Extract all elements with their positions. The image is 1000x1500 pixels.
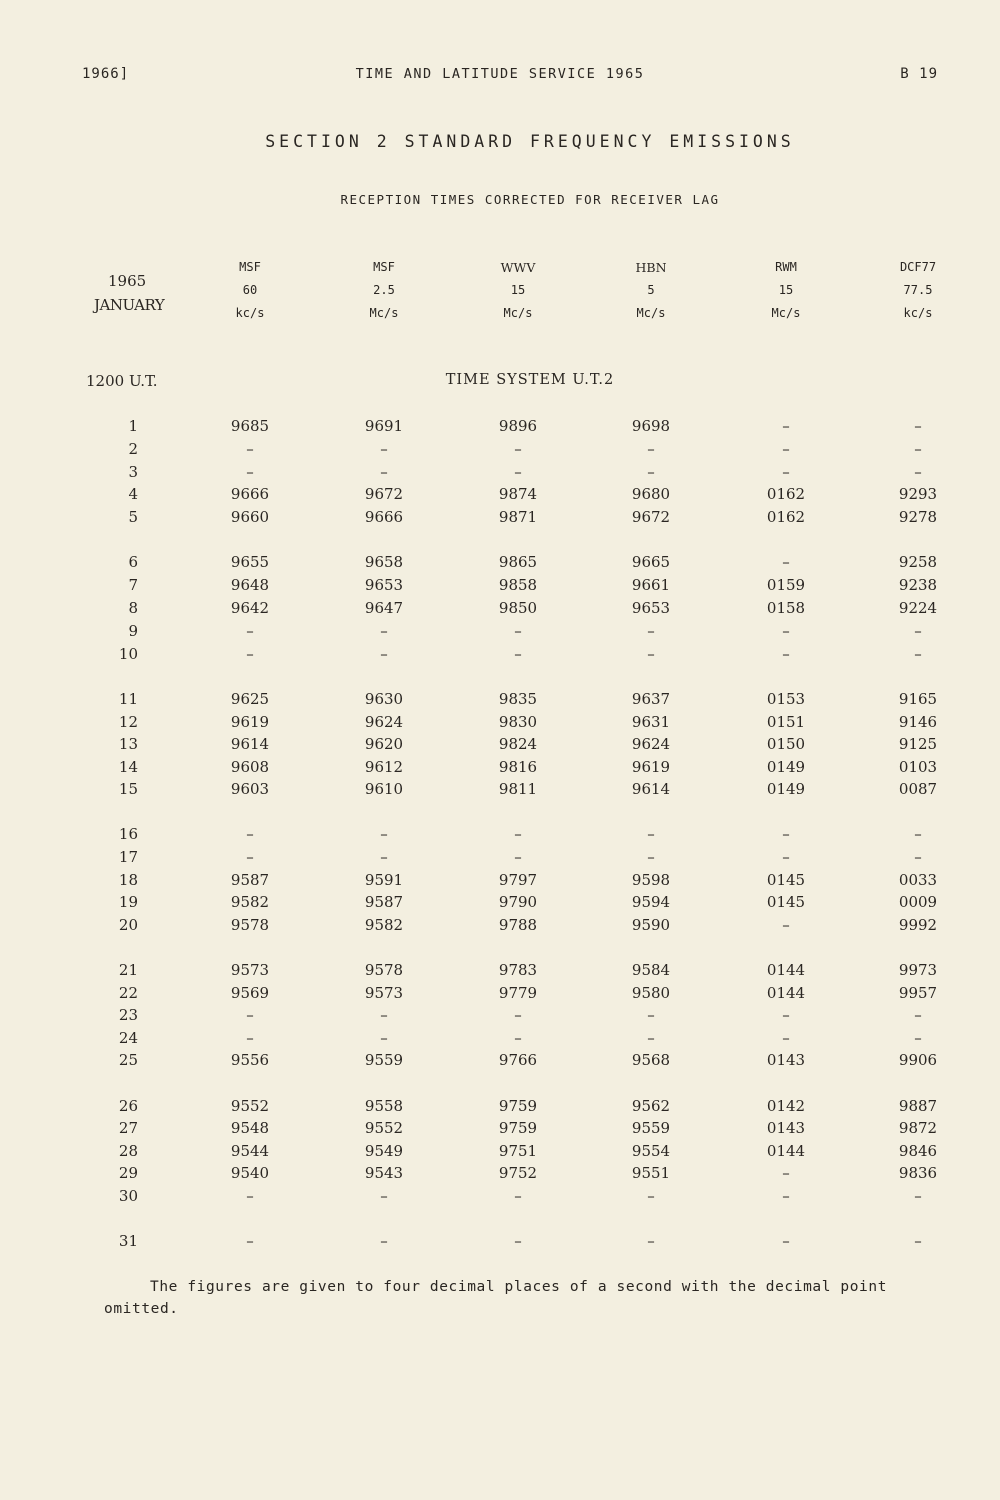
day-number: 30	[118, 1187, 138, 1205]
table-cell: –	[782, 1029, 790, 1047]
table-cell: 9558	[364, 1097, 404, 1115]
table-cell: 9591	[364, 871, 404, 889]
table-cell: –	[782, 825, 790, 843]
day-number: 28	[118, 1142, 138, 1160]
table-cell: 9584	[631, 961, 671, 979]
column-header-station: HBN	[635, 260, 667, 275]
table-cell: –	[647, 825, 655, 843]
table-cell: –	[647, 463, 655, 481]
running-header-title: TIME AND LATITUDE SERVICE 1965	[355, 66, 645, 82]
day-number: 26	[118, 1097, 138, 1115]
table-cell: 0142	[766, 1097, 806, 1115]
table-cell: 9653	[631, 599, 671, 617]
table-cell: –	[914, 440, 922, 458]
day-number: 19	[118, 893, 138, 911]
column-header-freq: 5	[647, 283, 655, 297]
table-cell: –	[380, 463, 388, 481]
table-cell: –	[246, 825, 254, 843]
column-header-unit: kc/s	[903, 306, 933, 320]
table-cell: –	[246, 1232, 254, 1250]
table-cell: –	[782, 1006, 790, 1024]
table-cell: 9672	[364, 485, 404, 503]
table-cell: –	[782, 417, 790, 435]
table-cell: 9906	[898, 1051, 938, 1069]
table-cell: 9548	[230, 1119, 270, 1137]
table-cell: 9620	[364, 735, 404, 753]
table-cell: 9619	[230, 713, 270, 731]
table-cell: 9603	[230, 780, 270, 798]
table-cell: 9624	[631, 735, 671, 753]
table-cell: –	[380, 825, 388, 843]
day-number: 16	[118, 825, 138, 843]
table-cell: 9559	[364, 1051, 404, 1069]
table-cell: 0149	[766, 780, 806, 798]
table-cell: 0151	[766, 713, 806, 731]
column-header-station: MSF	[373, 260, 395, 274]
table-cell: 0144	[766, 984, 806, 1002]
table-month-label: JANUARY	[94, 296, 165, 314]
table-cell: 9549	[364, 1142, 404, 1160]
page-number: B 19	[900, 66, 938, 82]
table-cell: –	[380, 848, 388, 866]
table-cell: 9642	[230, 599, 270, 617]
day-number: 24	[118, 1029, 138, 1047]
table-cell: 9887	[898, 1097, 938, 1115]
column-header-unit: Mc/s	[369, 306, 399, 320]
table-cell: 9830	[498, 713, 538, 731]
table-cell: 0145	[766, 871, 806, 889]
day-number: 18	[118, 871, 138, 889]
table-cell: –	[782, 1187, 790, 1205]
day-number: 25	[118, 1051, 138, 1069]
table-cell: 9658	[364, 553, 404, 571]
table-cell: 9587	[364, 893, 404, 911]
day-number: 10	[118, 645, 138, 663]
day-number: 2	[128, 440, 138, 458]
table-cell: 9165	[898, 690, 938, 708]
day-number: 3	[128, 463, 138, 481]
table-cell: –	[647, 440, 655, 458]
table-cell: 9573	[364, 984, 404, 1002]
day-number: 12	[118, 713, 138, 731]
table-cell: –	[246, 1029, 254, 1047]
day-number: 5	[128, 508, 138, 526]
time-label: 1200 U.T.	[86, 372, 158, 390]
table-cell: 0153	[766, 690, 806, 708]
table-cell: –	[914, 1232, 922, 1250]
table-cell: 9608	[230, 758, 270, 776]
day-number: 9	[128, 622, 138, 640]
table-cell: –	[647, 1029, 655, 1047]
footnote: The figures are given to four decimal places of a second with the decimal point omitted.	[104, 1279, 888, 1317]
day-number: 14	[118, 758, 138, 776]
table-cell: –	[514, 622, 522, 640]
table-cell: 9543	[364, 1164, 404, 1182]
table-cell: 9610	[364, 780, 404, 798]
table-cell: 0162	[766, 485, 806, 503]
table-cell: 9293	[898, 485, 938, 503]
table-cell: 9973	[898, 961, 938, 979]
table-cell: –	[647, 622, 655, 640]
table-cell: –	[514, 1232, 522, 1250]
table-cell: 9666	[230, 485, 270, 503]
column-header-unit: Mc/s	[771, 306, 801, 320]
day-number: 22	[118, 984, 138, 1002]
table-cell: –	[914, 1187, 922, 1205]
table-cell: 9614	[631, 780, 671, 798]
table-cell: 0143	[766, 1051, 806, 1069]
table-cell: 9573	[230, 961, 270, 979]
day-number: 21	[118, 961, 138, 979]
table-cell: 9874	[498, 485, 538, 503]
table-cell: 9582	[364, 916, 404, 934]
table-cell: 9578	[230, 916, 270, 934]
table-cell: 9759	[498, 1119, 538, 1137]
section-title: SECTION 2 STANDARD FREQUENCY EMISSIONS	[265, 132, 795, 151]
running-header-left: 1966]	[82, 66, 130, 82]
table-cell: 9552	[364, 1119, 404, 1137]
table-cell: –	[246, 440, 254, 458]
time-system-label: TIME SYSTEM U.T.2	[445, 372, 615, 388]
table-cell: 0149	[766, 758, 806, 776]
day-number: 29	[118, 1164, 138, 1182]
table-cell: 9836	[898, 1164, 938, 1182]
table-cell: 9125	[898, 735, 938, 753]
table-cell: 9896	[498, 417, 538, 435]
day-number: 11	[118, 690, 138, 708]
table-cell: –	[514, 440, 522, 458]
table-cell: 9759	[498, 1097, 538, 1115]
table-cell: 0145	[766, 893, 806, 911]
table-cell: 9655	[230, 553, 270, 571]
table-cell: 9637	[631, 690, 671, 708]
table-cell: 9238	[898, 576, 938, 594]
table-cell: 9871	[498, 508, 538, 526]
table-cell: –	[514, 1187, 522, 1205]
day-number: 4	[128, 485, 138, 503]
day-number: 8	[128, 599, 138, 617]
table-cell: 9665	[631, 553, 671, 571]
column-header-unit: Mc/s	[636, 306, 666, 320]
table-cell: 0144	[766, 961, 806, 979]
column-header-freq: 15	[510, 283, 526, 297]
table-cell: –	[380, 1006, 388, 1024]
table-cell: –	[246, 1006, 254, 1024]
table-cell: –	[647, 1232, 655, 1250]
table-cell: 9562	[631, 1097, 671, 1115]
table-cell: 9647	[364, 599, 404, 617]
table-cell: 9578	[364, 961, 404, 979]
table-cell: –	[514, 463, 522, 481]
day-number: 13	[118, 735, 138, 753]
column-header-station: RWM	[775, 260, 797, 274]
day-number: 23	[118, 1006, 138, 1024]
table-cell: –	[782, 1164, 790, 1182]
table-cell: –	[514, 1006, 522, 1024]
table-cell: –	[380, 1029, 388, 1047]
table-cell: 9835	[498, 690, 538, 708]
table-cell: 9594	[631, 893, 671, 911]
table-cell: 0087	[898, 780, 938, 798]
table-cell: –	[380, 1232, 388, 1250]
table-cell: –	[914, 417, 922, 435]
table-cell: 9850	[498, 599, 538, 617]
column-header-unit: kc/s	[235, 306, 265, 320]
table-cell: –	[782, 645, 790, 663]
table-cell: 9653	[364, 576, 404, 594]
table-cell: 9858	[498, 576, 538, 594]
table-cell: 9624	[364, 713, 404, 731]
table-cell: 9598	[631, 871, 671, 889]
day-number: 15	[118, 780, 138, 798]
table-cell: 9957	[898, 984, 938, 1002]
table-cell: –	[647, 1006, 655, 1024]
table-cell: 9691	[364, 417, 404, 435]
day-number: 1	[128, 417, 138, 435]
table-cell: 0103	[898, 758, 938, 776]
table-cell: 9672	[631, 508, 671, 526]
day-number: 31	[118, 1232, 138, 1250]
table-cell: –	[914, 645, 922, 663]
table-cell: 0143	[766, 1119, 806, 1137]
table-cell: 9661	[631, 576, 671, 594]
table-cell: –	[514, 1029, 522, 1047]
table-cell: 0033	[898, 871, 938, 889]
table-cell: 9619	[631, 758, 671, 776]
table-cell: 9580	[631, 984, 671, 1002]
table-cell: –	[514, 848, 522, 866]
table-cell: –	[380, 622, 388, 640]
table-cell: –	[246, 622, 254, 640]
table-cell: –	[380, 1187, 388, 1205]
day-number: 17	[118, 848, 138, 866]
table-cell: 0150	[766, 735, 806, 753]
table-cell: 9865	[498, 553, 538, 571]
column-header-station: MSF	[239, 260, 261, 274]
column-header-unit: Mc/s	[503, 306, 533, 320]
table-cell: 9631	[631, 713, 671, 731]
table-cell: 9648	[230, 576, 270, 594]
table-cell: –	[380, 645, 388, 663]
table-cell: 9587	[230, 871, 270, 889]
table-cell: 9224	[898, 599, 938, 617]
table-cell: –	[782, 1232, 790, 1250]
column-header-freq: 15	[778, 283, 794, 297]
table-cell: 9992	[898, 916, 938, 934]
table-cell: 9872	[898, 1119, 938, 1137]
column-header-station: DCF77	[899, 260, 937, 274]
table-cell: –	[914, 848, 922, 866]
table-cell: 9846	[898, 1142, 938, 1160]
table-cell: 9554	[631, 1142, 671, 1160]
table-cell: 9552	[230, 1097, 270, 1115]
table-cell: 9779	[498, 984, 538, 1002]
table-cell: –	[914, 825, 922, 843]
table-cell: 9630	[364, 690, 404, 708]
table-cell: –	[246, 848, 254, 866]
column-header-freq: 60	[242, 283, 258, 297]
column-header-freq: 2.5	[373, 283, 395, 297]
table-cell: –	[782, 916, 790, 934]
table-cell: 0009	[898, 893, 938, 911]
table-cell: 9582	[230, 893, 270, 911]
table-cell: 9660	[230, 508, 270, 526]
table-cell: 9568	[631, 1051, 671, 1069]
table-cell: –	[246, 463, 254, 481]
table-cell: 9612	[364, 758, 404, 776]
table-cell: –	[782, 463, 790, 481]
table-cell: 9783	[498, 961, 538, 979]
day-number: 6	[128, 553, 138, 571]
table-cell: 0162	[766, 508, 806, 526]
table-cell: 9544	[230, 1142, 270, 1160]
table-cell: –	[246, 645, 254, 663]
table-cell: 9590	[631, 916, 671, 934]
table-cell: –	[647, 1187, 655, 1205]
table-cell: 9540	[230, 1164, 270, 1182]
table-cell: –	[914, 463, 922, 481]
day-number: 27	[118, 1119, 138, 1137]
table-cell: –	[782, 440, 790, 458]
column-header-freq: 77.5	[903, 283, 933, 297]
table-cell: 9551	[631, 1164, 671, 1182]
table-cell: –	[914, 622, 922, 640]
table-cell: 0144	[766, 1142, 806, 1160]
table-cell: 9258	[898, 553, 938, 571]
table-cell: 0158	[766, 599, 806, 617]
table-cell: 9556	[230, 1051, 270, 1069]
table-cell: –	[782, 622, 790, 640]
table-cell: 9698	[631, 417, 671, 435]
table-cell: 0159	[766, 576, 806, 594]
table-cell: 9569	[230, 984, 270, 1002]
table-cell: –	[647, 848, 655, 866]
table-cell: –	[514, 825, 522, 843]
table-cell: 9625	[230, 690, 270, 708]
table-year-label: 1965	[108, 272, 147, 290]
table-cell: 9680	[631, 485, 671, 503]
table-cell: 9790	[498, 893, 538, 911]
table-cell: 9751	[498, 1142, 538, 1160]
day-number: 20	[118, 916, 138, 934]
table-cell: 9146	[898, 713, 938, 731]
table-cell: 9614	[230, 735, 270, 753]
table-subtitle: RECEPTION TIMES CORRECTED FOR RECEIVER LAG	[340, 192, 720, 207]
table-cell: –	[246, 1187, 254, 1205]
table-cell: –	[782, 553, 790, 571]
table-cell: 9766	[498, 1051, 538, 1069]
table-cell: –	[514, 645, 522, 663]
table-cell: –	[914, 1029, 922, 1047]
table-cell: 9811	[498, 780, 538, 798]
table-cell: 9685	[230, 417, 270, 435]
table-cell: –	[647, 645, 655, 663]
day-number: 7	[128, 576, 138, 594]
table-cell: 9559	[631, 1119, 671, 1137]
table-cell: 9797	[498, 871, 538, 889]
table-cell: 9816	[498, 758, 538, 776]
table-cell: –	[782, 848, 790, 866]
table-cell: 9278	[898, 508, 938, 526]
table-cell: –	[914, 1006, 922, 1024]
table-cell: 9824	[498, 735, 538, 753]
table-cell: 9752	[498, 1164, 538, 1182]
table-cell: 9788	[498, 916, 538, 934]
table-cell: –	[380, 440, 388, 458]
column-header-station: WWV	[500, 260, 536, 275]
table-cell: 9666	[364, 508, 404, 526]
